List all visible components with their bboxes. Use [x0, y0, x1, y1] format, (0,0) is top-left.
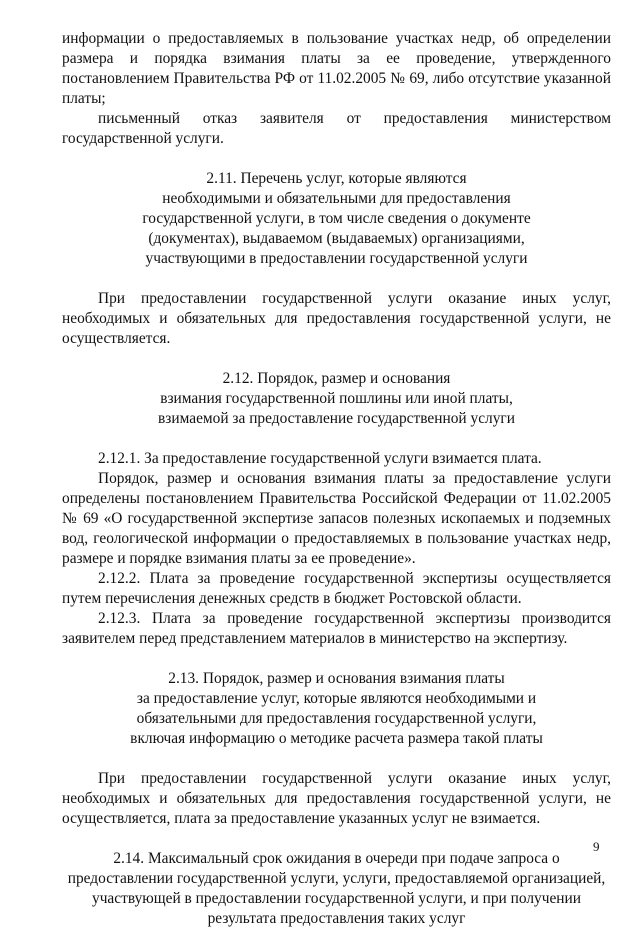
- text-line: путем перечисления денежных средств в бюджет Ростовской области.: [62, 590, 522, 607]
- text-line: осуществляется, плата за предоставление указанных услуг не взимается.: [62, 810, 541, 827]
- section-2-11-body: [62, 289, 611, 349]
- heading-line: (документах), выдаваемом (выдаваемых) организациями,: [148, 230, 525, 247]
- heading-line: 2.14. Максимальный срок ожидания в очереди при подаче запроса о: [113, 850, 560, 867]
- text-line: вод, геологической информации о предоставляемых в пользование участках недр,: [62, 530, 611, 547]
- text-line: 2.12.2. Плата за проведение государственной экспертизы осуществляется: [98, 570, 611, 587]
- text-line: информации о предоставляемых в пользование участках недр, об определении: [62, 30, 611, 47]
- heading-line: необходимыми и обязательными для предоставления: [162, 190, 511, 207]
- text-line: осуществляется.: [62, 330, 171, 347]
- heading-line: обязательными для предоставления государственной услуги,: [136, 710, 537, 727]
- heading-line: 2.12. Порядок, размер и основания: [222, 370, 451, 387]
- text-line: заявителем перед представлением материалов в министерство на экспертизу.: [62, 630, 568, 647]
- page-content: [62, 29, 611, 929]
- text-line: 2.12.1. За предоставление государственной услуги взимается плата.: [98, 450, 542, 467]
- heading-line: включая информацию о методике расчета размера такой платы: [130, 730, 543, 747]
- text-line: платы;: [62, 90, 106, 107]
- text-line: письменный отказ заявителя от предоставления министерством: [98, 110, 611, 127]
- text-line: При предоставлении государственной услуги оказание иных услуг,: [98, 290, 611, 307]
- text-line: размере и порядке взимания платы за ее проведение».: [62, 550, 416, 567]
- heading-line: взимания государственной пошлины или иной платы,: [160, 390, 513, 407]
- heading-line: за предоставление услуг, которые являются необходимыми и: [136, 690, 537, 707]
- section-2-13-heading: [62, 669, 611, 749]
- text-line: определены постановлением Правительства Российской Федерации от 11.02.2005: [62, 490, 611, 507]
- page-number: 9: [593, 839, 600, 854]
- heading-line: участвующими в предоставлении государственной услуги: [145, 250, 528, 267]
- text-line: государственной услуги.: [62, 130, 224, 147]
- section-2-11-heading: [62, 169, 611, 269]
- text-line: № 69 «О государственной экспертизе запасов полезных ископаемых и подземных: [62, 510, 611, 527]
- section-2-13-body: [62, 769, 611, 829]
- heading-line: государственной услуги, в том числе сведения о документе: [142, 210, 531, 227]
- text-line: 2.12.3. Плата за проведение государственной экспертизы производится: [98, 610, 611, 627]
- heading-line: взимаемой за предоставление государственной услуги: [158, 410, 515, 427]
- heading-line: предоставлении государственной услуги, услуги, предоставляемой организацией,: [67, 870, 606, 887]
- text-line: При предоставлении государственной услуги оказание иных услуг,: [98, 770, 611, 787]
- text-line: Порядок, размер и основания взимания платы за предоставление услуги: [98, 470, 611, 487]
- text-line: размера и порядка взимания платы за ее проведение, утвержденного: [62, 50, 611, 67]
- section-2-12-body: [62, 449, 611, 649]
- text-line: необходимых и обязательных для предоставления государственной услуги, не: [62, 790, 611, 807]
- heading-line: результата предоставления таких услуг: [207, 910, 466, 927]
- continuation-paragraph: [62, 29, 611, 109]
- text-line: необходимых и обязательных для предоставления государственной услуги, не: [62, 310, 611, 327]
- heading-line: 2.11. Перечень услуг, которые являются: [206, 170, 467, 187]
- heading-line: 2.13. Порядок, размер и основания взимания платы: [168, 670, 505, 687]
- text-line: постановлением Правительства РФ от 11.02.2005 № 69, либо отсутствие указанной: [62, 70, 611, 87]
- heading-line: участвующей в предоставлении государственной услуги, и при получении: [92, 890, 581, 907]
- section-2-14-heading: [62, 849, 611, 929]
- section-2-12-heading: [62, 369, 611, 429]
- refusal-paragraph: [62, 109, 611, 149]
